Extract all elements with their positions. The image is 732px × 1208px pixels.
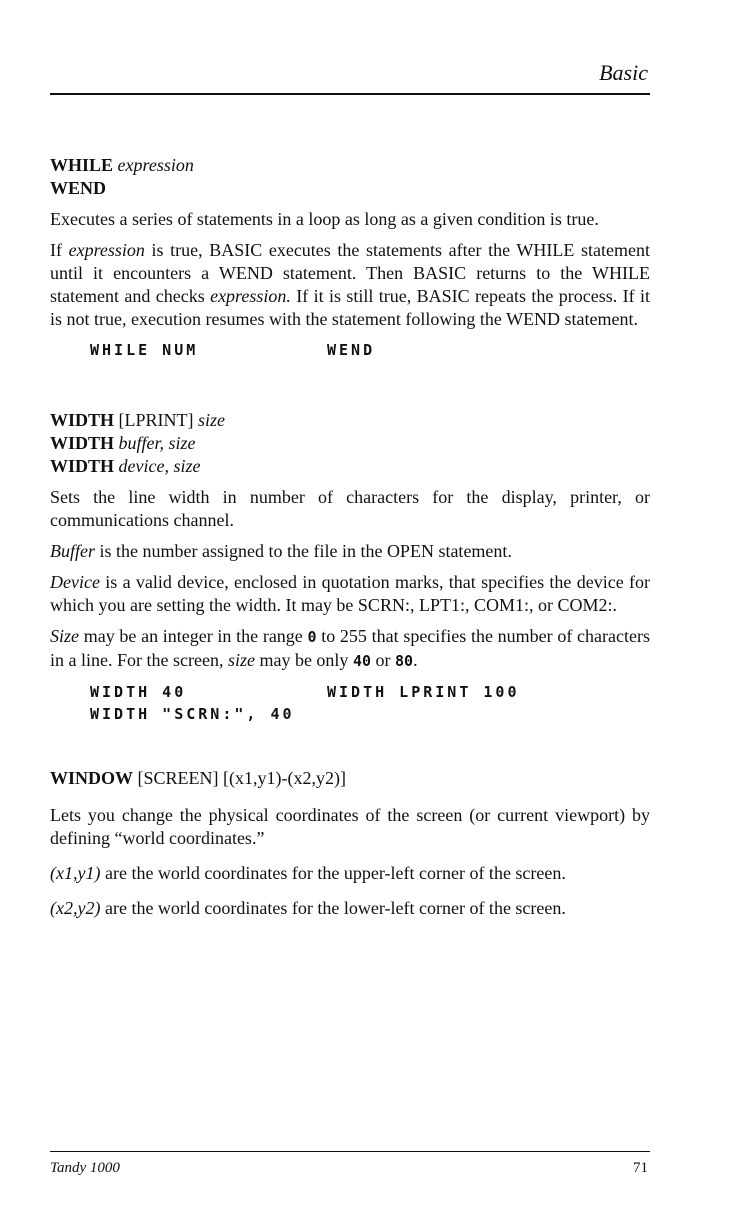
text-run: may be only [254, 650, 353, 670]
keyword: WHILE [50, 155, 114, 175]
syntax-line [50, 767, 650, 790]
argument: Device [50, 572, 100, 592]
text-run: If [50, 240, 69, 260]
description-paragraph: Executes a series of statements in a loop as long as a given condition is true. [50, 209, 599, 229]
argument: size [227, 650, 255, 670]
description-paragraph [50, 540, 650, 563]
text-run: may be an integer in the range [79, 626, 308, 646]
text-run: or [371, 650, 395, 670]
entry-window [50, 767, 650, 920]
syntax-line [50, 154, 650, 177]
numeric-value: 40 [352, 652, 371, 670]
argument: size [198, 410, 226, 430]
argument: expression. [210, 286, 291, 306]
code-example [90, 681, 650, 725]
keyword: WINDOW [50, 768, 134, 788]
code-line: WHILE NUM [90, 341, 199, 359]
syntax-line [50, 177, 650, 200]
argument: expression [117, 155, 194, 175]
keyword: WIDTH [50, 456, 115, 476]
syntax-line [50, 409, 650, 432]
text-run: [SCREEN] [(x1,y1)-(x2,y2)] [133, 768, 346, 788]
code-line: WIDTH 40 [90, 683, 187, 701]
text-run: are the world coordinates for the lower-left corner of the screen. [100, 898, 566, 918]
code-line: WEND [327, 341, 376, 359]
keyword: WEND [50, 178, 107, 198]
page-number: 71 [633, 1160, 648, 1176]
description-paragraph [50, 571, 650, 617]
entry-width [50, 409, 650, 725]
code-example [90, 339, 650, 361]
page-header-title: Basic [599, 60, 648, 85]
entry-while [50, 154, 650, 361]
text-run: . [413, 650, 418, 670]
code-line: WIDTH "SCRN:", 40 [90, 705, 295, 723]
page-content [50, 154, 650, 920]
argument: (x1,y1) [50, 863, 101, 883]
text-run: are the world coordinates for the upper-left corner of the screen. [100, 863, 566, 883]
numeric-value: 80 [395, 652, 414, 670]
argument: (x2,y2) [50, 898, 101, 918]
description-paragraph [50, 239, 650, 331]
description-paragraph: Sets the line width in number of characters for the display, printer, or communications channel. [50, 487, 650, 530]
description-paragraph [50, 862, 650, 885]
description-paragraph [50, 897, 650, 920]
text-run: If it is still true, BASIC repeats the process. If it is not true, execution resumes with the statement following the WEND statement. [50, 286, 650, 329]
text-run: is true, BASIC executes the statements after the WHILE statement until it encounters a WEND statement. Then BASIC returns to the WHILE statement and checks [50, 240, 650, 306]
header-rule [50, 93, 650, 95]
code-line: WIDTH LPRINT 100 [327, 683, 520, 701]
footer-rule [50, 1151, 650, 1152]
keyword: WIDTH [50, 433, 115, 453]
argument: buffer, size [118, 433, 196, 453]
argument: expression [68, 240, 145, 260]
footer-book-title: Tandy 1000 [50, 1160, 120, 1176]
slashed-zero: 0 [307, 628, 317, 646]
text-run: is the number assigned to the file in the OPEN statement. [95, 541, 512, 561]
text-run: [LPRINT] [114, 410, 199, 430]
syntax-line [50, 455, 650, 478]
argument: Buffer [50, 541, 95, 561]
syntax-line [50, 432, 650, 455]
argument: Size [50, 626, 79, 646]
text-run: to 255 that specifies the number of characters in a line. For the screen, [50, 626, 650, 670]
description-paragraph [50, 625, 650, 673]
argument: device, size [118, 456, 201, 476]
description-paragraph: Lets you change the physical coordinates of the screen (or current viewport) by defining “world coordinates.” [50, 805, 650, 848]
keyword: WIDTH [50, 410, 115, 430]
text-run: is a valid device, enclosed in quotation marks, that specifies the device for which you are setting the width. It may be SCRN:, LPT1:, COM1:, or COM2:. [50, 572, 650, 615]
